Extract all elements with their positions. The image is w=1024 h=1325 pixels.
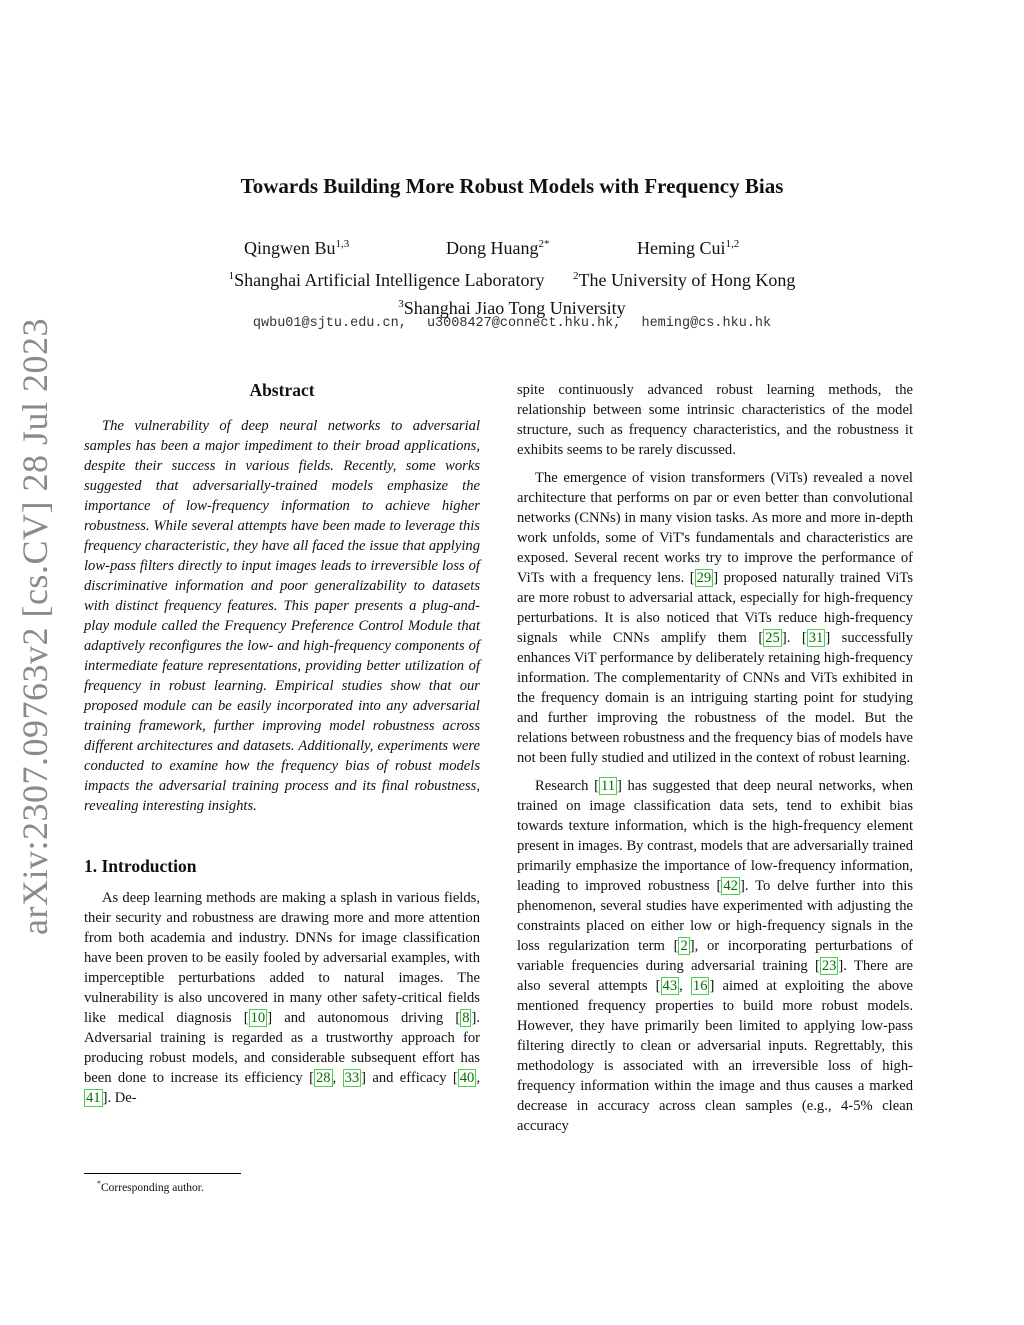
right-column (517, 380, 913, 1144)
abstract-text: The vulnerability of deep neural networks to adversarial samples has been a major impediment to their broad applications, despite their success in various fields. Recently, some works suggested that adversarially-trained models emphasize the importance of low-frequency information to achieve higher robustness. While several attempts have been made to leverage this frequency characteristic, they have all faced the issue that applying low-pass filters directly to input images leads to irreversible loss of discriminative information and poor generalizability to datasets with distinct frequency features. This paper presents a plug-and-play module called the Frequency Preference Control Module that adaptively reconfigures the low- and high-frequency components of intermediate feature representations, providing better utilization of frequency in robust learning. Empirical studies show that our proposed module can be easily incorporated into any adversarial training framework, further improving model robustness across different architectures and datasets. Additionally, experiments were conducted to examine how the frequency bias of robust models impacts the adversarial training process and its final robustness, revealing interesting insights. (84, 418, 480, 814)
email-3[interactable]: heming@cs.hku.hk (641, 316, 772, 331)
citation-link[interactable]: 41 (86, 1090, 101, 1106)
citation-link[interactable]: 31 (808, 630, 824, 646)
citation-link[interactable]: 33 (344, 1070, 360, 1086)
citation-link[interactable]: 11 (600, 778, 616, 794)
left-column (84, 380, 480, 1116)
citation-link[interactable]: 42 (723, 878, 738, 894)
citation-link[interactable]: 8 (462, 1010, 470, 1026)
abstract-heading: Abstract (249, 380, 315, 400)
author-2: Dong Huang$^{2*}$ (446, 238, 550, 258)
introduction-heading: 1. Introduction (84, 856, 197, 876)
affiliation-2: $^2$The University of Hong Kong (572, 270, 796, 290)
author-3: Heming Cui$^{1,2}$ (637, 238, 740, 258)
affiliation-block (0, 264, 1024, 320)
citation-link[interactable]: 29 (696, 570, 712, 586)
footnote: *Corresponding author. (97, 1179, 204, 1194)
intro-paragraph-1: As deep learning methods are making a splash in various fields, their security and robustness are drawing more and more attention from both academia and industry. DNNs for image classification have been proven to be easily fooled by adversarial examples, with imperceptible perturbations added to natural images. The vulnerability is also uncovered in many other safety-critical fields like medical diagnosis [ 10 ] and autonomous driving [ 8 ]. Adversarial training is regarded as a trustworthy approach for producing robust models, and considerable subsequent effort has been done to increase its efficiency [ 28 , 33 ] and efficacy [ 40 , 41 ]. De- (84, 890, 481, 1106)
email-list (0, 316, 1024, 331)
email-1[interactable]: qwbu01@sjtu.edu.cn, (252, 316, 407, 331)
intro-paragraph-2: The emergence of vision transformers (ViTs) revealed a novel architecture that performs on par or even better than convolutional networks (CNNs) in many vision tasks. As more and more in-depth work unfolds, some of ViT's fundamentals and characteristics are exposed. Several recent works try to improve the performance of ViTs with a frequency lens. [ 29 ] proposed naturally trained ViTs are more robust to adversarial attack, especially for high-frequency perturbations. It is also noticed that ViTs reduce high-frequency signals while CNNs amplify them [ 25 ]. [ 31 ] successfully enhances ViT performance by deliberately retaining high-frequency information. The complementarity of CNNs and ViTs exhibited in the frequency domain is an intriguing starting point for studying and further improving the robustness of the model. But the relations between robustness and the frequency bias of models have not been fully studied and utilized in the context of robust learning. (517, 470, 914, 766)
arxiv-identifier-stamp: arXiv:2307.09763v2 [cs.CV] 28 Jul 2023 (15, 318, 55, 935)
intro-paragraph-3: Research [ 11 ] has suggested that deep neural networks, when trained on image classification data sets, tend to exhibit bias towards texture information, which is the high-frequency element present in images. By contrast, models that are adversarially trained primarily emphasize the importance of low-frequency information, leading to improved robustness [ 42 ]. To delve further into this phenomenon, several studies have experimented with adjusting the constraints placed on either low or high-frequency signals in the loss regularization term [ 2 ], or incorporating perturbations of variable frequencies during adversarial training [ 23 ]. There are also several attempts [ 43 , 16 ] aimed at exploiting the above mentioned frequency properties to build more robust models. However, they have primarily been limited to applying low-pass filtering directly to clean or adversarial inputs. Regrettably, this methodology is associated with an irreversible loss of high-frequency information within the image and thus causes a marked decrease in accuracy across clean samples (e.g., 4-5% clean accuracy (517, 778, 914, 1134)
paper-title: Towards Building More Robust Models with Frequency Bias (240, 174, 784, 198)
citation-link[interactable]: 40 (459, 1070, 475, 1086)
citation-link[interactable]: 16 (692, 978, 708, 994)
citation-link[interactable]: 23 (821, 958, 837, 974)
citation-link[interactable]: 2 (680, 938, 688, 954)
citation-link[interactable]: 25 (765, 630, 780, 646)
affiliation-1: $^1$Shanghai Artificial Intelligence Laboratory (228, 270, 545, 290)
email-2[interactable]: u3008427@connect.hku.hk, (426, 316, 622, 331)
affiliation-3: $^3$Shanghai Jiao Tong University (398, 298, 626, 318)
citation-link[interactable]: 43 (662, 978, 678, 994)
citation-link[interactable]: 28 (315, 1070, 331, 1086)
footnote-divider (84, 1173, 241, 1174)
author-1: Qingwen Bu$^{1,3}$ (244, 238, 350, 258)
intro-paragraph-1-continued: spite continuously advanced robust learning methods, the relationship between some intrinsic characteristics of the model structure, such as frequency characteristics, and the robustness it exhibits seems to be rarely discussed. (517, 382, 913, 458)
citation-link[interactable]: 10 (250, 1010, 266, 1026)
